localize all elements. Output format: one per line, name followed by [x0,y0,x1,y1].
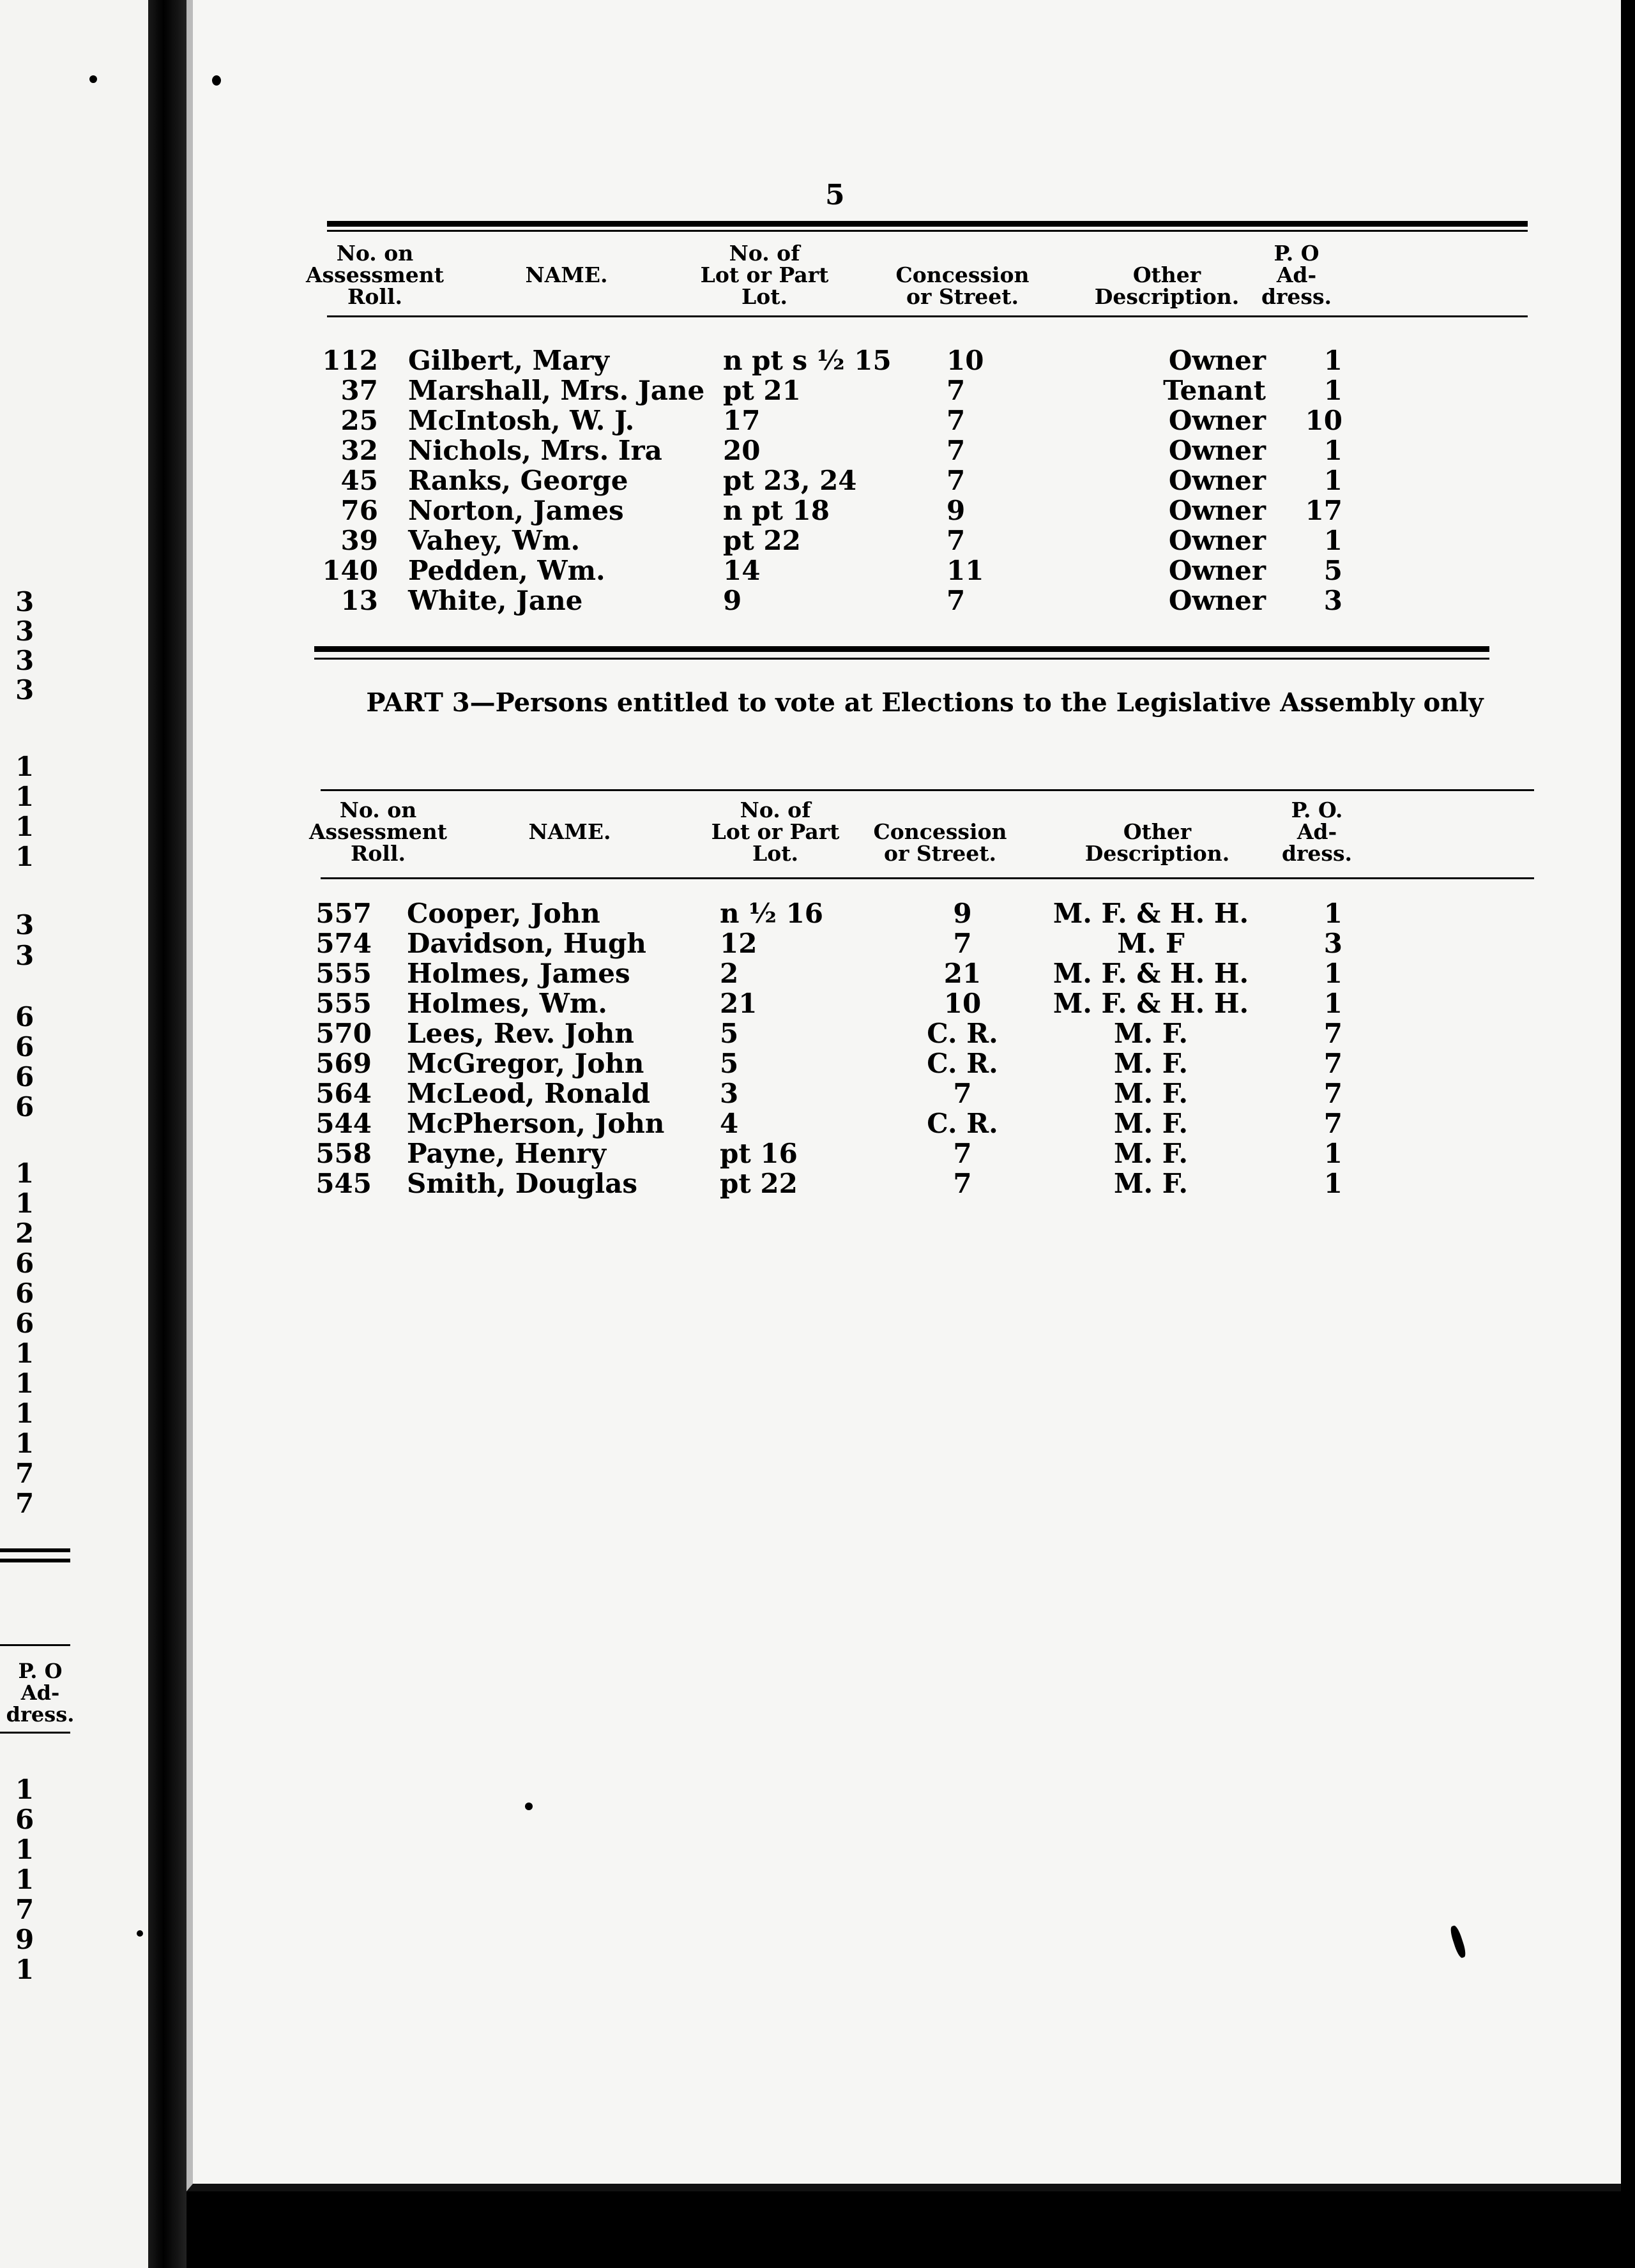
cell-po: 1 [1323,898,1342,929]
cell-lot: 5 [720,1018,739,1049]
table1-top-rule-thin [327,230,1528,232]
previous-page-number: 1 [15,1158,34,1189]
cell-concession: 7 [947,405,966,436]
previous-page-number: 6 [15,1308,34,1339]
cell-roll: 544 [316,1108,372,1139]
cell-description: M. F [1117,928,1185,959]
page [186,0,1621,2191]
ink-speck [137,1930,143,1937]
previous-page-number: 1 [15,811,34,842]
cell-po: 5 [1323,555,1342,586]
previous-page-rule [0,1732,70,1734]
table-row [193,586,1621,616]
cell-roll: 574 [316,928,372,959]
cell-concession: 11 [947,555,984,586]
cell-description: Owner [1168,465,1266,496]
cell-description: Owner [1168,555,1266,586]
table-row [193,1138,1621,1168]
cell-description: Owner [1168,405,1266,436]
cell-roll: 32 [340,435,378,466]
table-row [193,988,1621,1018]
cell-description: Owner [1168,525,1266,556]
table1-header-name: NAME. [525,262,608,287]
table-row [193,1168,1621,1198]
cell-lot: 20 [723,435,761,466]
cell-description: Owner [1168,435,1266,466]
cell-lot: 5 [720,1048,739,1079]
cell-roll: 112 [322,345,378,376]
ink-speck [525,1803,533,1810]
cell-concession: 10 [943,988,982,1019]
table2-header-lot: No. of Lot or Part Lot. [711,798,840,866]
cell-concession: 7 [953,1168,972,1199]
cell-roll: 45 [340,465,378,496]
previous-page-number: 9 [15,1924,34,1955]
cell-name: Nichols, Mrs. Ira [408,435,662,466]
previous-page-number: 6 [15,1091,34,1123]
cell-concession: 9 [947,495,966,526]
cell-description: M. F. [1114,1168,1188,1199]
table-row [193,1078,1621,1108]
cell-concession: C. R. [927,1108,998,1139]
cell-name: Marshall, Mrs. Jane [408,375,705,406]
cell-po: 1 [1323,988,1342,1019]
previous-page-number: 1 [15,751,34,782]
table2-header-name: NAME. [528,819,611,844]
ink-speck [212,75,221,86]
cell-roll: 557 [316,898,372,929]
cell-lot: n pt s ½ 15 [723,345,892,376]
table2-top-rule [321,789,1534,791]
previous-page-number: 1 [15,841,34,872]
table1-header-po: P. O Ad- dress. [1261,241,1332,309]
cell-description: M. F. [1114,1048,1188,1079]
cell-name: Norton, James [408,495,624,526]
cell-name: McGregor, John [407,1048,644,1079]
previous-page-number: 7 [15,1894,34,1925]
cell-name: White, Jane [408,585,583,616]
cell-po: 17 [1305,495,1342,526]
previous-page-number: 1 [15,781,34,812]
book-gutter [148,0,186,2268]
previous-page-number: 1 [15,1368,34,1399]
cell-description: M. F. [1114,1108,1188,1139]
cell-roll: 570 [316,1018,372,1049]
table1-bottom-rule [314,646,1489,652]
previous-page-number: 6 [15,1278,34,1309]
cell-po: 7 [1323,1108,1342,1139]
cell-lot: pt 22 [720,1168,798,1199]
table-row [193,405,1621,435]
cell-lot: pt 23, 24 [723,465,857,496]
cell-concession: 10 [947,345,984,376]
table-row [193,928,1621,958]
cell-roll: 555 [316,988,372,1019]
previous-page-number: 1 [15,1398,34,1429]
cell-po: 3 [1323,928,1342,959]
cell-lot: 2 [720,958,739,989]
cell-concession: C. R. [927,1018,998,1049]
previous-page-po-header: P. O Ad- dress. [6,1659,75,1727]
cell-po: 1 [1323,1168,1342,1199]
previous-page-number: 7 [15,1458,34,1489]
cell-po: 7 [1323,1078,1342,1109]
cell-concession: 7 [953,1078,972,1109]
cell-roll: 564 [316,1078,372,1109]
cell-roll: 569 [316,1048,372,1079]
cell-roll: 25 [340,405,378,436]
cell-po: 1 [1323,435,1342,466]
table-row [193,1048,1621,1078]
table2-header-po: P. O. Ad- dress. [1281,798,1353,866]
ink-smudge [1449,1924,1467,1959]
table-row [193,525,1621,556]
table-row [193,465,1621,495]
table1-bottom-rule-thin [314,658,1489,660]
cell-lot: 3 [720,1078,739,1109]
cell-concession: 7 [947,375,966,406]
cell-description: Owner [1168,585,1266,616]
cell-description: M. F. & H. H. [1053,988,1249,1019]
cell-description: M. F. [1114,1138,1188,1169]
previous-page-number: 7 [15,1488,34,1519]
cell-name: Holmes, James [407,958,630,989]
table-row [193,958,1621,988]
table2-header-rule [321,877,1534,879]
table1-header-roll: No. on Assessment Roll. [305,241,445,309]
cell-name: Vahey, Wm. [408,525,581,556]
cell-name: Ranks, George [408,465,628,496]
previous-page-number: 6 [15,1061,34,1092]
cell-name: Payne, Henry [407,1138,607,1169]
cell-roll: 13 [340,585,378,616]
table2-header-roll: No. on Assessment Roll. [308,798,448,866]
cell-concession: 7 [953,928,972,959]
cell-concession: 7 [947,585,966,616]
cell-name: Lees, Rev. John [407,1018,634,1049]
cell-concession: 9 [953,898,972,929]
cell-name: Cooper, John [407,898,600,929]
table1-header-rule [327,315,1528,317]
cell-name: McIntosh, W. J. [408,405,635,436]
cell-concession: 21 [943,958,982,989]
previous-page-number: 3 [15,909,34,941]
table2-header-description: Other Description. [1084,819,1230,866]
cell-description: Owner [1168,345,1266,376]
cell-description: Owner [1168,495,1266,526]
cell-concession: C. R. [927,1048,998,1079]
cell-po: 1 [1323,465,1342,496]
cell-lot: pt 21 [723,375,801,406]
previous-page-number: 6 [15,1804,34,1835]
cell-description: M. F. & H. H. [1053,958,1249,989]
cell-lot: n pt 18 [723,495,830,526]
previous-page-number: 1 [15,1428,34,1459]
cell-roll: 37 [340,375,378,406]
cell-description: M. F. [1114,1018,1188,1049]
cell-name: Gilbert, Mary [408,345,609,376]
cell-po: 1 [1323,1138,1342,1169]
cell-po: 1 [1323,375,1342,406]
previous-page-number: 3 [15,586,34,617]
cell-concession: 7 [947,525,966,556]
cell-lot: 9 [723,585,742,616]
previous-page-number: 6 [15,1031,34,1062]
cell-name: Davidson, Hugh [407,928,646,959]
table-row [193,1108,1621,1138]
cell-lot: 21 [720,988,757,1019]
cell-lot: 14 [723,555,761,586]
cell-name: Pedden, Wm. [408,555,605,586]
table-row [193,1018,1621,1048]
cell-roll: 555 [316,958,372,989]
previous-page-number: 1 [15,1864,34,1895]
table1-header-lot: No. of Lot or Part Lot. [700,241,829,309]
previous-page-rule [0,1559,70,1562]
previous-page-number: 6 [15,1248,34,1279]
cell-po: 7 [1323,1048,1342,1079]
cell-lot: pt 22 [723,525,801,556]
cell-po: 3 [1323,585,1342,616]
cell-po: 1 [1323,958,1342,989]
cell-po: 10 [1305,405,1342,436]
table1-header-concession: Concession or Street. [895,262,1030,309]
table1-header-description: Other Description. [1094,262,1240,309]
previous-page-number: 3 [15,645,34,676]
cell-roll: 545 [316,1168,372,1199]
table2-header-concession: Concession or Street. [873,819,1007,866]
previous-page-edge [0,0,148,2268]
table-row [193,556,1621,586]
previous-page-number: 1 [15,1954,34,1985]
cell-concession: 7 [947,435,966,466]
previous-page-number: 1 [15,1188,34,1219]
cell-name: McPherson, John [407,1108,665,1139]
table-row [193,898,1621,928]
cell-lot: 17 [723,405,761,436]
cell-description: M. F. & H. H. [1053,898,1249,929]
cell-name: McLeod, Ronald [407,1078,650,1109]
previous-page-number: 3 [15,940,34,971]
cell-lot: 12 [720,928,757,959]
cell-description: Tenant [1163,375,1266,406]
cell-roll: 39 [340,525,378,556]
page-number: 5 [825,179,845,211]
cell-lot: 4 [720,1108,739,1139]
previous-page-number: 1 [15,1774,34,1805]
cell-concession: 7 [947,465,966,496]
part3-heading: PART 3—Persons entitled to vote at Elections to the Legislative Assembly only [366,688,1484,718]
cell-description: M. F. [1114,1078,1188,1109]
cell-po: 7 [1323,1018,1342,1049]
table-row [193,435,1621,465]
cell-roll: 76 [340,495,378,526]
cell-lot: n ½ 16 [720,898,824,929]
previous-page-number: 6 [15,1001,34,1032]
cell-roll: 140 [322,555,378,586]
previous-page-number: 2 [15,1218,34,1249]
previous-page-rule [0,1548,70,1552]
cell-roll: 558 [316,1138,372,1169]
previous-page-number: 1 [15,1834,34,1865]
previous-page-number: 3 [15,616,34,647]
cell-name: Holmes, Wm. [407,988,607,1019]
previous-page-number: 3 [15,674,34,706]
table-row [193,345,1621,375]
cell-lot: pt 16 [720,1138,798,1169]
table-row [193,375,1621,405]
cell-po: 1 [1323,525,1342,556]
table1-top-rule [327,221,1528,227]
table-row [193,495,1621,525]
cell-po: 1 [1323,345,1342,376]
previous-page-rule [0,1644,70,1646]
cell-concession: 7 [953,1138,972,1169]
previous-page-number: 1 [15,1338,34,1369]
ink-speck [89,75,97,83]
cell-name: Smith, Douglas [407,1168,638,1199]
